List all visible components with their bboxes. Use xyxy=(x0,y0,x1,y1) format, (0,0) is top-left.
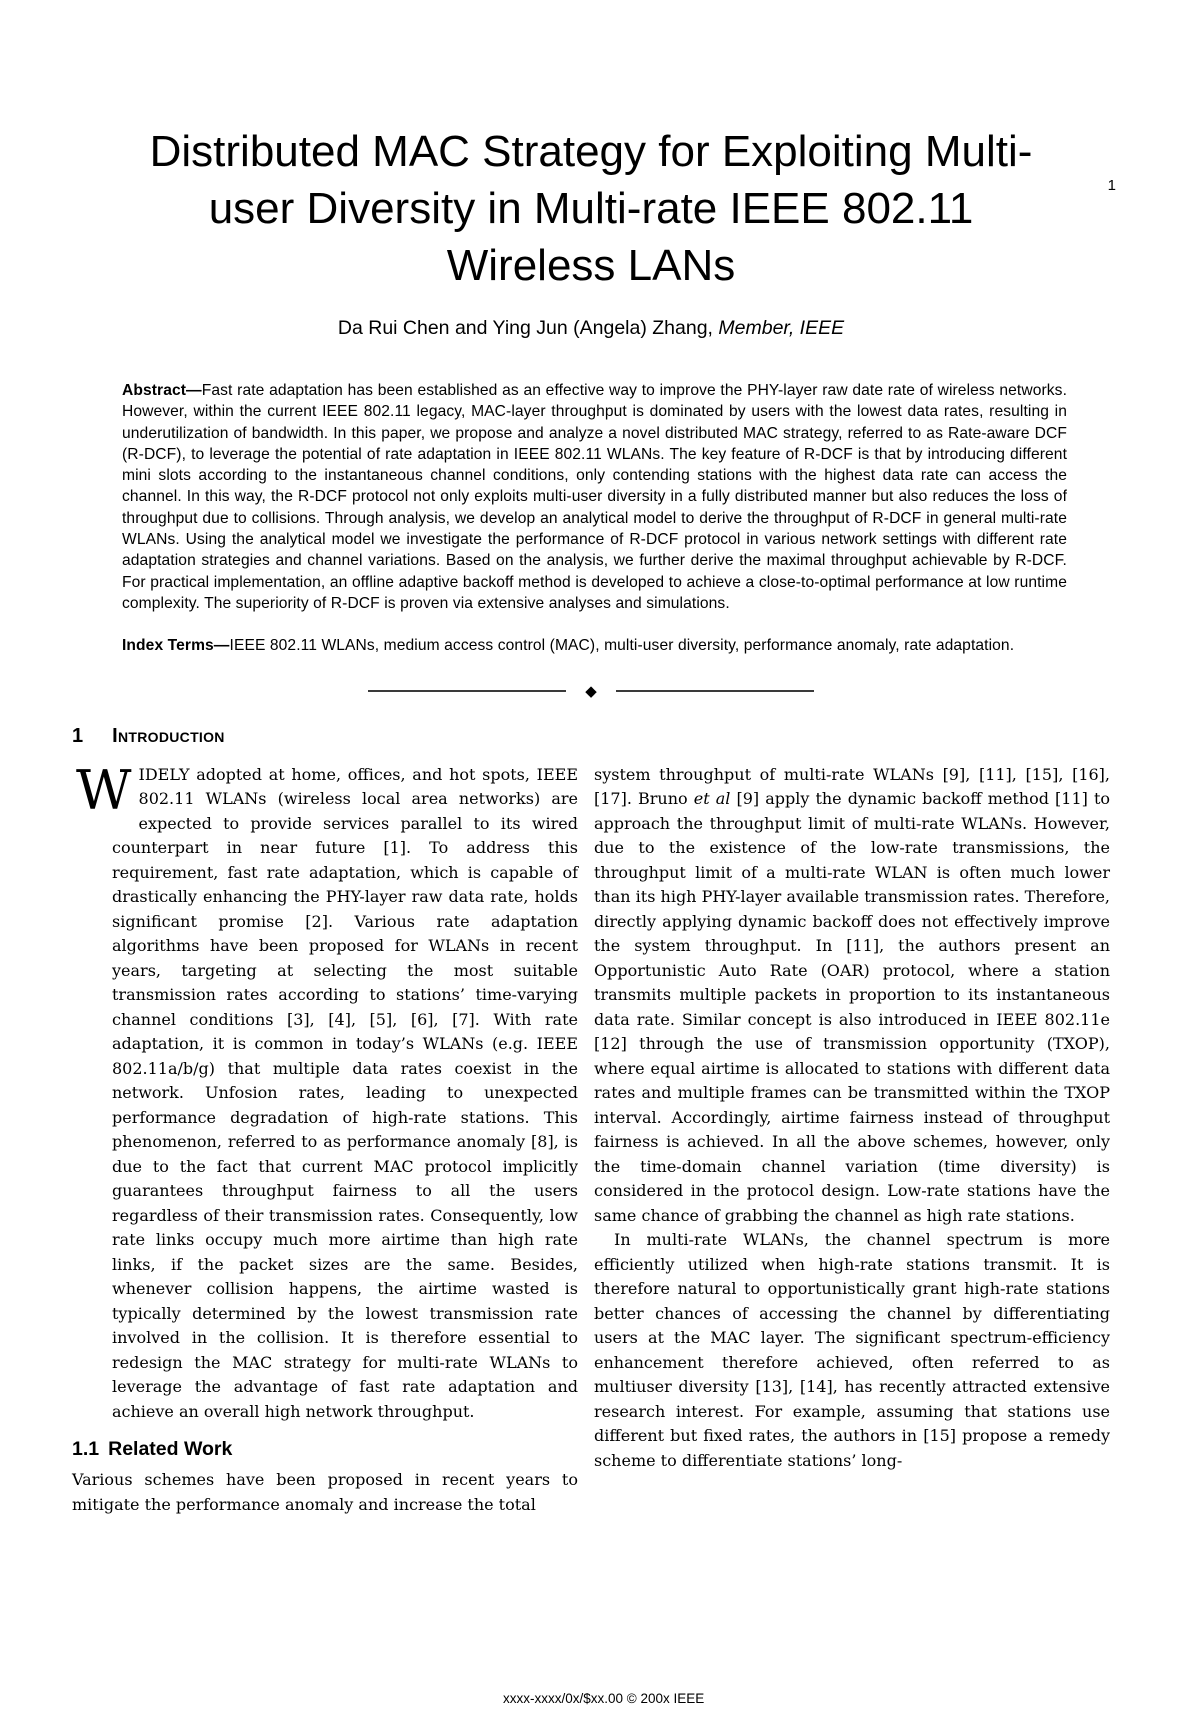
index-terms xyxy=(122,635,1067,656)
right-paragraph-1-et-al: et al xyxy=(693,789,731,809)
section-heading-introduction xyxy=(72,724,1110,748)
diamond-separator-icon: ◆ xyxy=(585,681,597,700)
section-divider xyxy=(0,681,1182,700)
related-work-paragraph: Various schemes have been proposed in recent years to mitigate the performance anomaly and increase the total xyxy=(72,1470,578,1514)
right-column xyxy=(594,763,1110,1518)
subsection-title: Related Work xyxy=(108,1438,233,1461)
right-paragraph-1 xyxy=(594,763,1110,1229)
paper-title-line-3: Wireless LANs xyxy=(446,241,736,290)
intro-paragraph xyxy=(76,758,578,1425)
page-number: 1 xyxy=(1107,177,1116,194)
abstract-label: Abstract— xyxy=(122,382,202,399)
subsection-number: 1.1 xyxy=(72,1438,100,1461)
two-column-body xyxy=(72,758,1111,1518)
intro-paragraph-text: IDELY adopted at home, offices, and hot spots, IEEE 802.11 WLANs (wireless local area networks) are expected to provide services parallel to its wired counterpart in near future [1]. To address this requirement, fast rate adaptation, which is capable of drastically enhancing the PHY-layer raw data rate, holds significant promise [2]. Various rate adaptation algorithms have been proposed for WLANs in recent years, targeting at selecting the most suitable transmission rates according to stations’ time-varying channel conditions [3], [4], [5], [6], [7]. With rate adaptation, it is common in today’s WLANs (e.g. IEEE 802.11a/b/g) that multiple data rates coexist in the network. Unfosion rates, leading to unexpected performance degradation of high-rate stations. This phenomenon, referred to as performance anomaly [8], is due to the fact that current MAC protocol implicitly guarantees throughput fairness to all the users regardless of their transmission rates. Consequently, low rate links occupy much more airtime than high rate links, if the packet sizes are the same. Besides, whenever collision happens, the airtime wasted is typically determined by the lowest transmission rate involved in the collision. It is therefore essential to redesign the MAC strategy for multi-rate WLANs to leverage the advantage of fast rate adaptation and achieve an overall high network throughput. xyxy=(112,764,578,1421)
abstract xyxy=(122,380,1067,614)
subsection-heading-related-work xyxy=(72,1437,578,1461)
index-terms-text: IEEE 802.11 WLANs, medium access control (MAC), multi-user diversity, performance anomaly, rate adaptation. xyxy=(229,637,1015,655)
paper-title xyxy=(40,123,1142,294)
section-title: Introduction xyxy=(112,724,225,747)
copyright-footer: xxxx-xxxx/0x/$xx.00 © 200x IEEE xyxy=(503,1691,705,1706)
dropcap-letter: W xyxy=(76,758,132,822)
right-paragraph-1-part-a: system throughput of multi-rate WLANs [9], [11], [15], [16], [17]. Bruno xyxy=(594,764,1110,809)
author-names: Da Rui Chen and Ying Jun (Angela) Zhang, xyxy=(337,317,719,339)
author-membership: Member, IEEE xyxy=(718,317,845,339)
right-paragraph-2: In multi-rate WLANs, the channel spectrum is more efficiently utilized when high-rate stations transmit. It is therefore natural to opportunistically grant high-rate stations better chances of accessing the channel by differentiating users at the MAC layer. The significant spectrum-efficiency enhancement therefore achieved, often referred to as multiuser diversity [13], [14], has recently attracted extensive research interest. For example, assuming that stations use different but fixed rates, the authors in [15] propose a remedy scheme to differentiate stations’ long- xyxy=(594,1230,1110,1470)
paper-title-line-1: Distributed MAC Strategy for Exploiting Multi- xyxy=(149,127,1033,176)
author-line xyxy=(0,315,1182,341)
divider-rule-right xyxy=(616,690,814,692)
right-paragraph-1-part-b: [9] apply the dynamic backoff method [11] to approach the throughput limit of multi-rate WLANs. However, due to the existence of the low-rate transmissions, the throughput limit of a multi-rate WLAN is often much lower than its high PHY-layer available transmission rates. Therefore, directly applying dynamic backoff does not effectively improve the system throughput. In [11], the authors present an Opportunistic Auto Rate (OAR) protocol, where a station transmits multiple packets in proportion to its instantaneous data rate. Similar concept is also introduced in IEEE 802.11e [12] through the use of transmission opportunity (TXOP), where equal airtime is allocated to stations with different data rates and multiple frames can be transmitted within the TXOP interval. Accordingly, airtime fairness instead of throughput fairness is achieved. In all the above schemes, however, only the time-domain channel variation (time diversity) is considered in the protocol design. Low-rate stations have the same chance of grabbing the channel as high rate stations. xyxy=(594,789,1111,1225)
index-terms-label: Index Terms— xyxy=(122,637,230,655)
abstract-text: Fast rate adaptation has been established as an effective way to improve the PHY-layer raw date rate of wireless networks. However, within the current IEEE 802.11 legacy, MAC-layer throughput is dominated by users with the lowest data rates, resulting in underutilization of bandwidth. In this paper, we propose and analyze a novel distributed MAC strategy, referred to as Rate-aware DCF (R-DCF), to leverage the potential of rate adaptation in IEEE 802.11 WLANs. The key feature of R-DCF is that by introducing different mini slots according to the instantaneous channel conditions, only contending stations with the highest data rate can access the channel. In this way, the R-DCF protocol not only exploits multi-user diversity in a fully distributed manner but also reduces the loss of throughput due to collisions. Through analysis, we develop an analytical model to derive the throughput of R-DCF in general multi-rate WLANs. Using the analytical model we investigate the performance of R-DCF protocol in various network settings with different rate adaptation strategies and channel variations. Based on the analysis, we further derive the maximal throughput achievable by R-DCF. For practical implementation, an offline adaptive backoff method is developed to achieve a close-to-optimal performance at low runtime complexity. The superiority of R-DCF is proven via extensive analyses and simulations. xyxy=(122,382,1067,612)
paper-title-line-2: user Diversity in Multi-rate IEEE 802.11 xyxy=(208,184,974,233)
divider-rule-left xyxy=(368,690,566,692)
left-column xyxy=(72,758,578,1518)
section-number: 1 xyxy=(72,724,84,747)
